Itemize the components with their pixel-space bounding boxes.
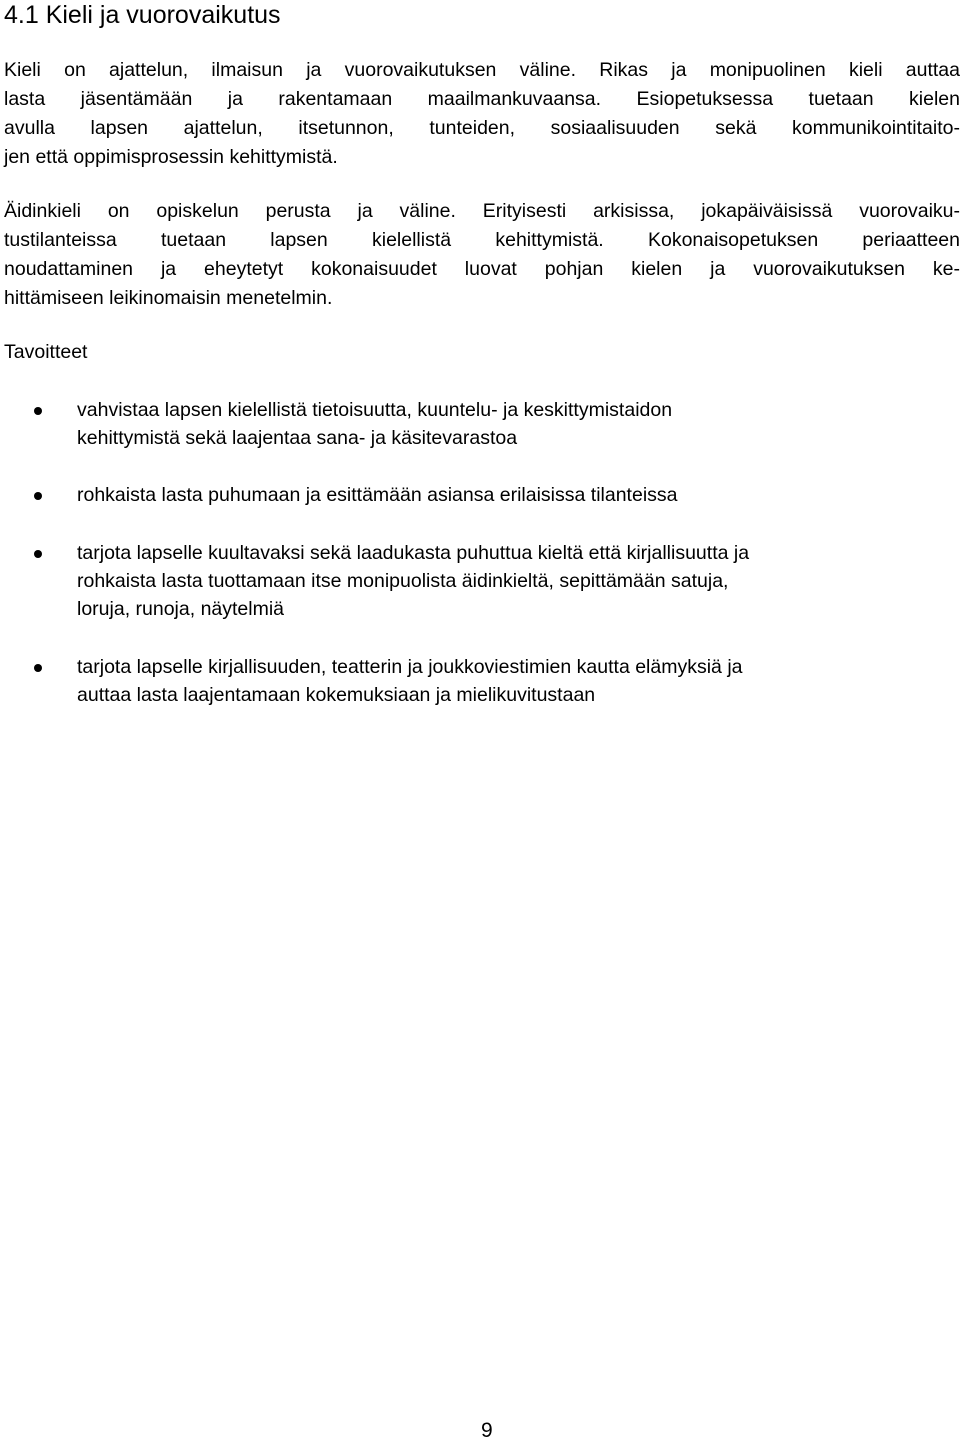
intro-paragraph: [4, 56, 960, 172]
paragraph-line: jen että oppimisprosessin kehittymistä.: [4, 146, 338, 168]
paragraph-line: hittämiseen leikinomaisin menetelmin.: [4, 287, 333, 309]
bullet-icon: [34, 407, 42, 415]
goal-line: rohkaista lasta puhumaan ja esittämään asiansa erilaisissa tilanteissa: [77, 484, 678, 506]
paragraph-line: Kieli on ajattelun, ilmaisun ja vuorovaikutuksen väline. Rikas ja monipuolinen kieli auttaa: [4, 59, 960, 81]
goal-text: [77, 396, 957, 452]
paragraph-line: lasta jäsentämään ja rakentamaan maailmankuvaansa. Esiopetuksessa tuetaan kielen: [4, 88, 960, 110]
goal-line: loruja, runoja, näytelmiä: [77, 598, 285, 620]
goal-line: auttaa lasta laajentamaan kokemuksiaan ja mielikuvitustaan: [77, 684, 596, 706]
goal-line: tarjota lapselle kuultavaksi sekä laadukasta puhuttua kieltä että kirjallisuutta ja: [77, 542, 750, 564]
goal-line: tarjota lapselle kirjallisuuden, teatterin ja joukkoviestimien kautta elämyksiä ja: [77, 656, 743, 678]
bullet-icon: [34, 664, 42, 672]
bullet-icon: [34, 492, 42, 500]
goals-label-text: Tavoitteet: [4, 341, 88, 363]
paragraph-line: noudattaminen ja eheytetyt kokonaisuudet luovat pohjan kielen ja vuorovaikutuksen ke-: [4, 258, 960, 280]
paragraph-line: Äidinkieli on opiskelun perusta ja väline. Erityisesti arkisissa, jokapäiväisissä vuorovaiku-: [4, 200, 960, 222]
paragraph-line: avulla lapsen ajattelun, itsetunnon, tunteiden, sosiaalisuuden sekä kommunikointitaito-: [4, 117, 960, 139]
goal-line: rohkaista lasta tuottamaan itse monipuolista äidinkieltä, sepittämään satuja,: [77, 570, 729, 592]
goal-text: [77, 653, 957, 709]
goal-text: [77, 539, 957, 623]
goal-text: [77, 481, 957, 509]
bullet-icon: [34, 550, 42, 558]
paragraph-line: tustilanteissa tuetaan lapsen kielellistä kehittymistä. Kokonaisopetuksen periaatteen: [4, 229, 960, 251]
page-number: 9: [481, 1419, 493, 1442]
goal-line: kehittymistä sekä laajentaa sana- ja käsitevarastoa: [77, 427, 518, 449]
goal-line: vahvistaa lapsen kielellistä tietoisuutta, kuuntelu- ja keskittymistaidon: [77, 399, 673, 421]
goals-label: [4, 338, 960, 367]
mother-tongue-paragraph: [4, 197, 960, 313]
section-heading: 4.1 Kieli ja vuorovaikutus: [4, 1, 281, 29]
